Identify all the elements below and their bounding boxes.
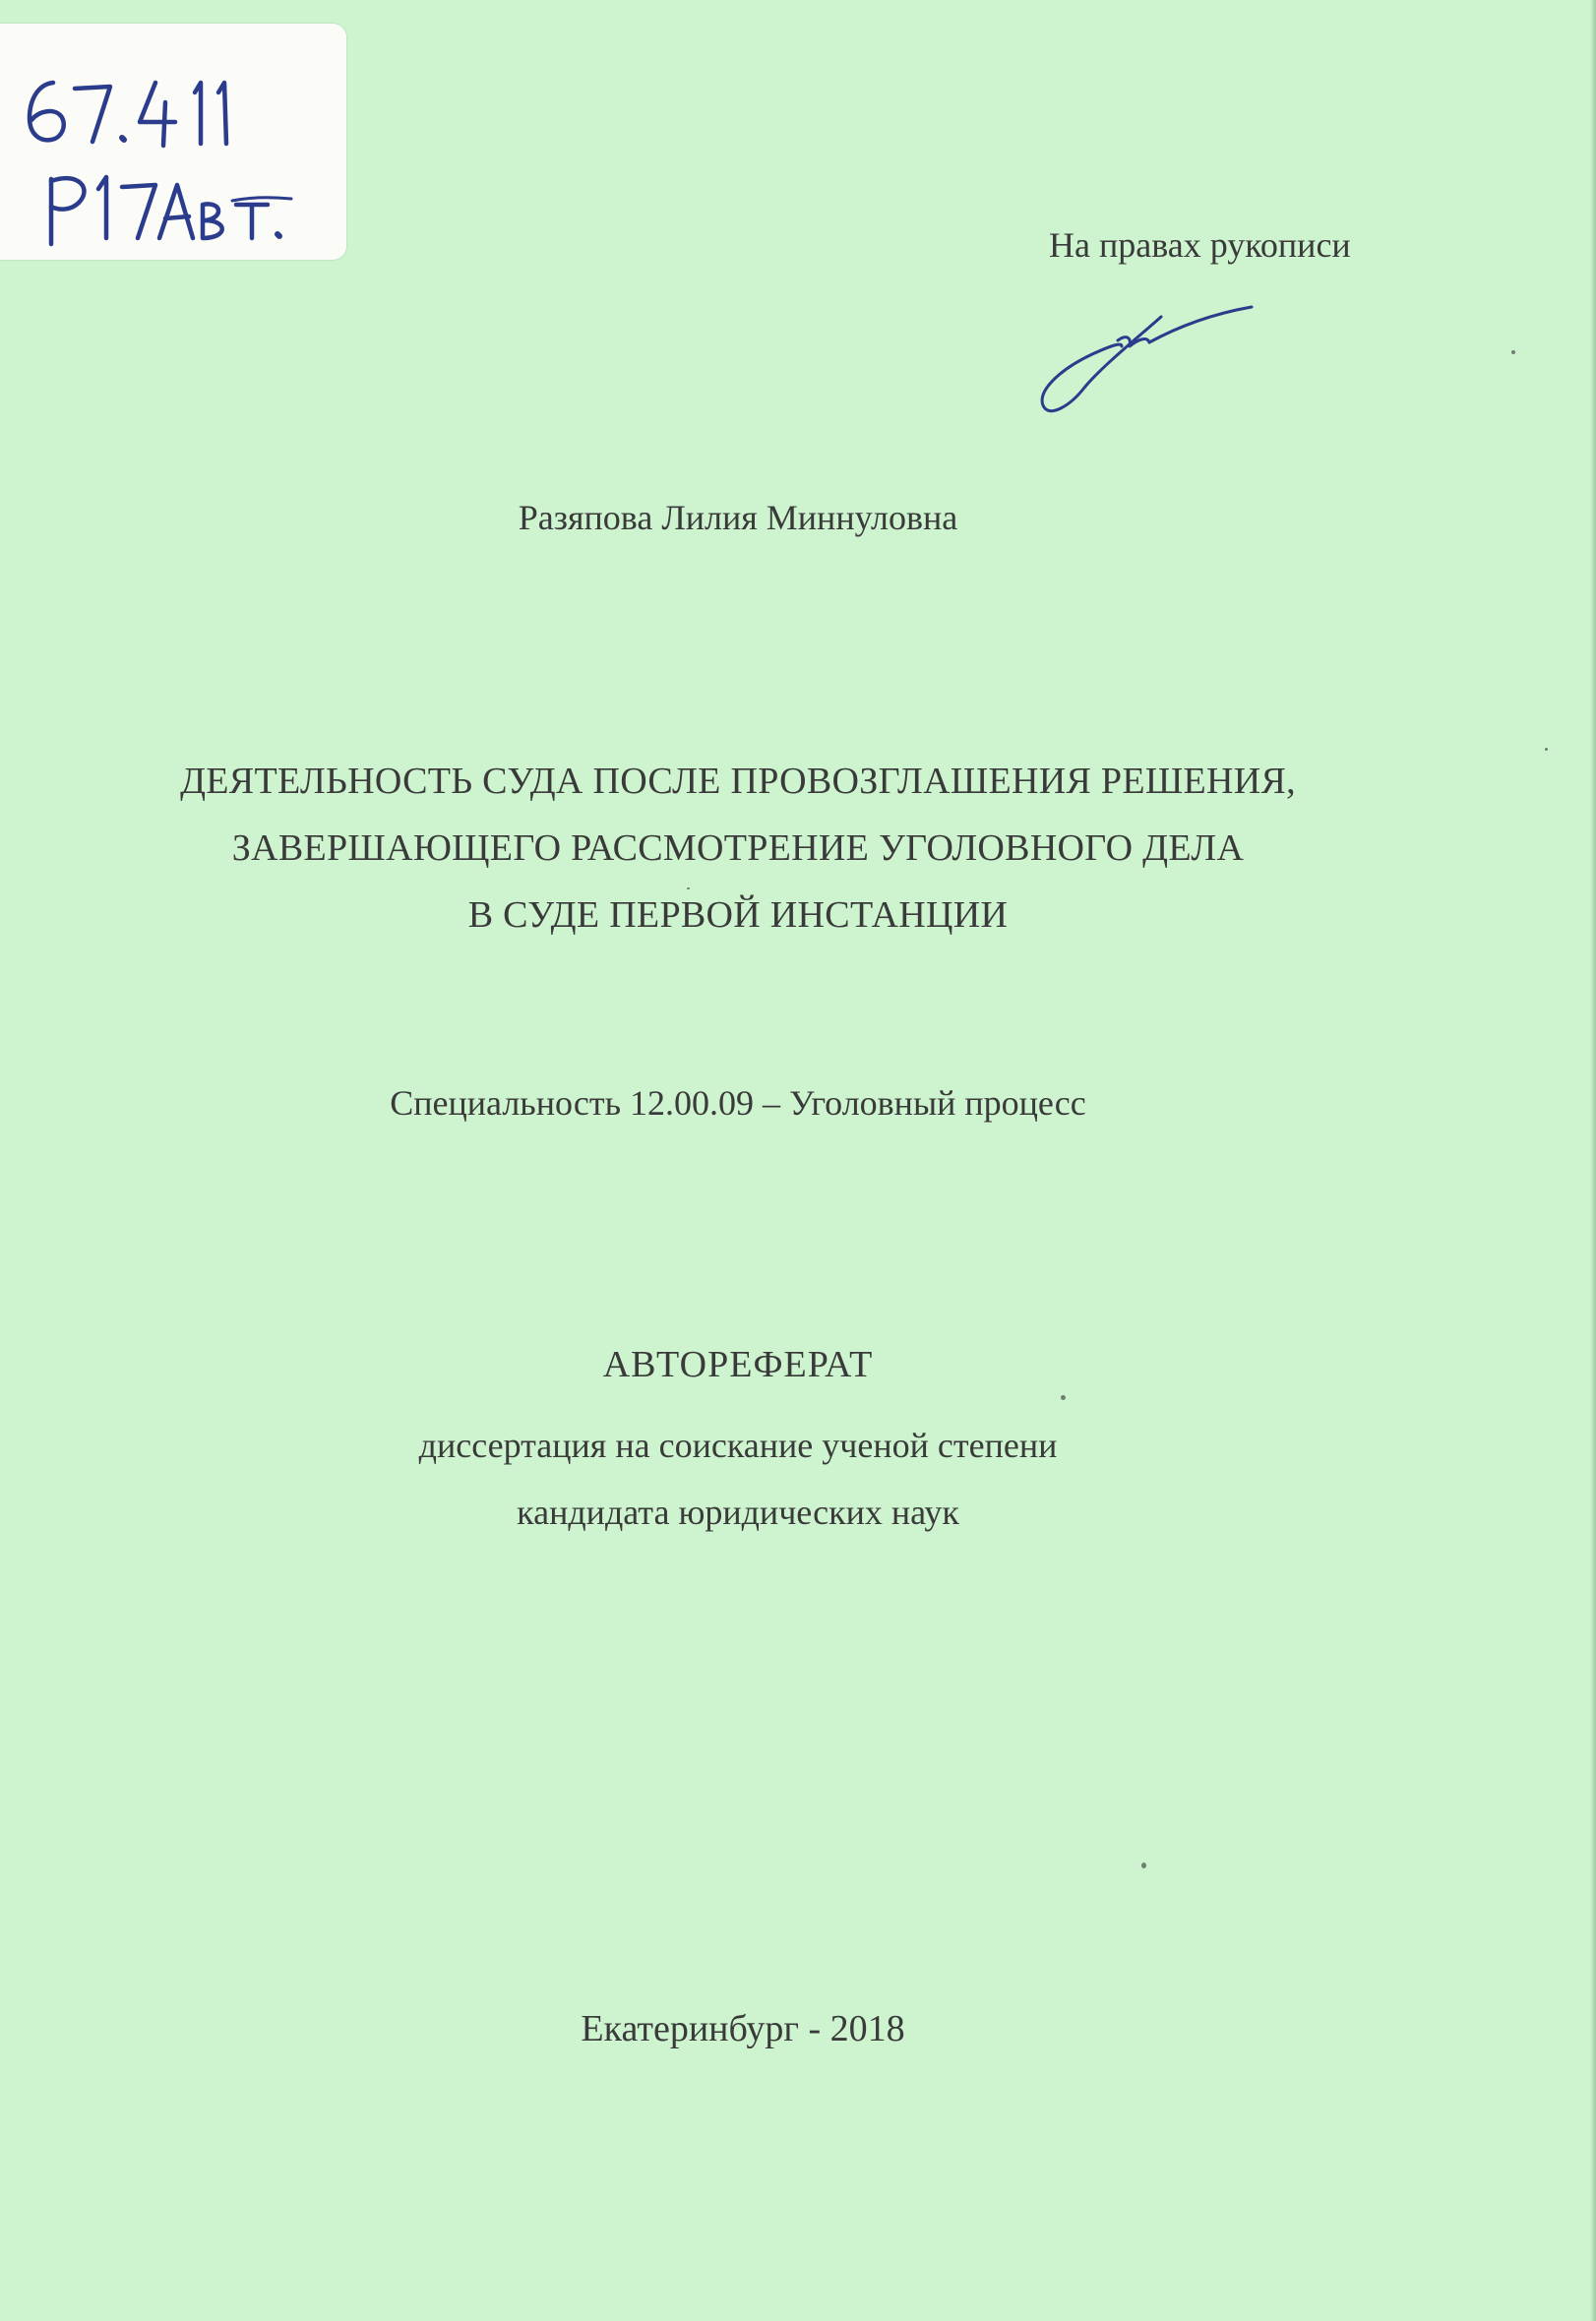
dissertation-title <box>0 748 1476 948</box>
handwritten-signature <box>1023 295 1269 423</box>
scan-speck <box>1511 350 1515 354</box>
scan-speck <box>1141 1863 1146 1868</box>
scan-speck <box>1545 748 1548 751</box>
scan-speck <box>687 887 690 889</box>
scan-edge-shadow <box>1590 0 1596 2321</box>
library-label-sticker <box>0 24 346 260</box>
rights-note: На правах рукописи <box>1049 225 1351 265</box>
degree-line: кандидата юридических наук <box>517 1493 959 1532</box>
title-line: ЗАВЕРШАЮЩЕГО РАССМОТРЕНИЕ УГОЛОВНОГО ДЕЛА <box>231 827 1245 869</box>
title-line: В СУДЕ ПЕРВОЙ ИНСТАНЦИИ <box>467 894 1009 936</box>
document-genre: АВТОРЕФЕРАТ <box>602 1344 874 1385</box>
city-and-year: Екатеринбург - 2018 <box>581 2008 905 2049</box>
degree-line: диссертация на соискание ученой степени <box>418 1426 1058 1465</box>
title-line: ДЕЯТЕЛЬНОСТЬ СУДА ПОСЛЕ ПРОВОЗГЛАШЕНИЯ РЕШЕНИЯ, <box>180 761 1296 802</box>
specialty-line: Специальность 12.00.09 – Уголовный процесс <box>390 1083 1086 1123</box>
scan-speck <box>1061 1395 1066 1400</box>
author-name: Разяпова Лилия Миннуловна <box>518 498 958 537</box>
handwritten-shelf-mark <box>0 24 346 260</box>
degree-description <box>0 1412 1476 1546</box>
